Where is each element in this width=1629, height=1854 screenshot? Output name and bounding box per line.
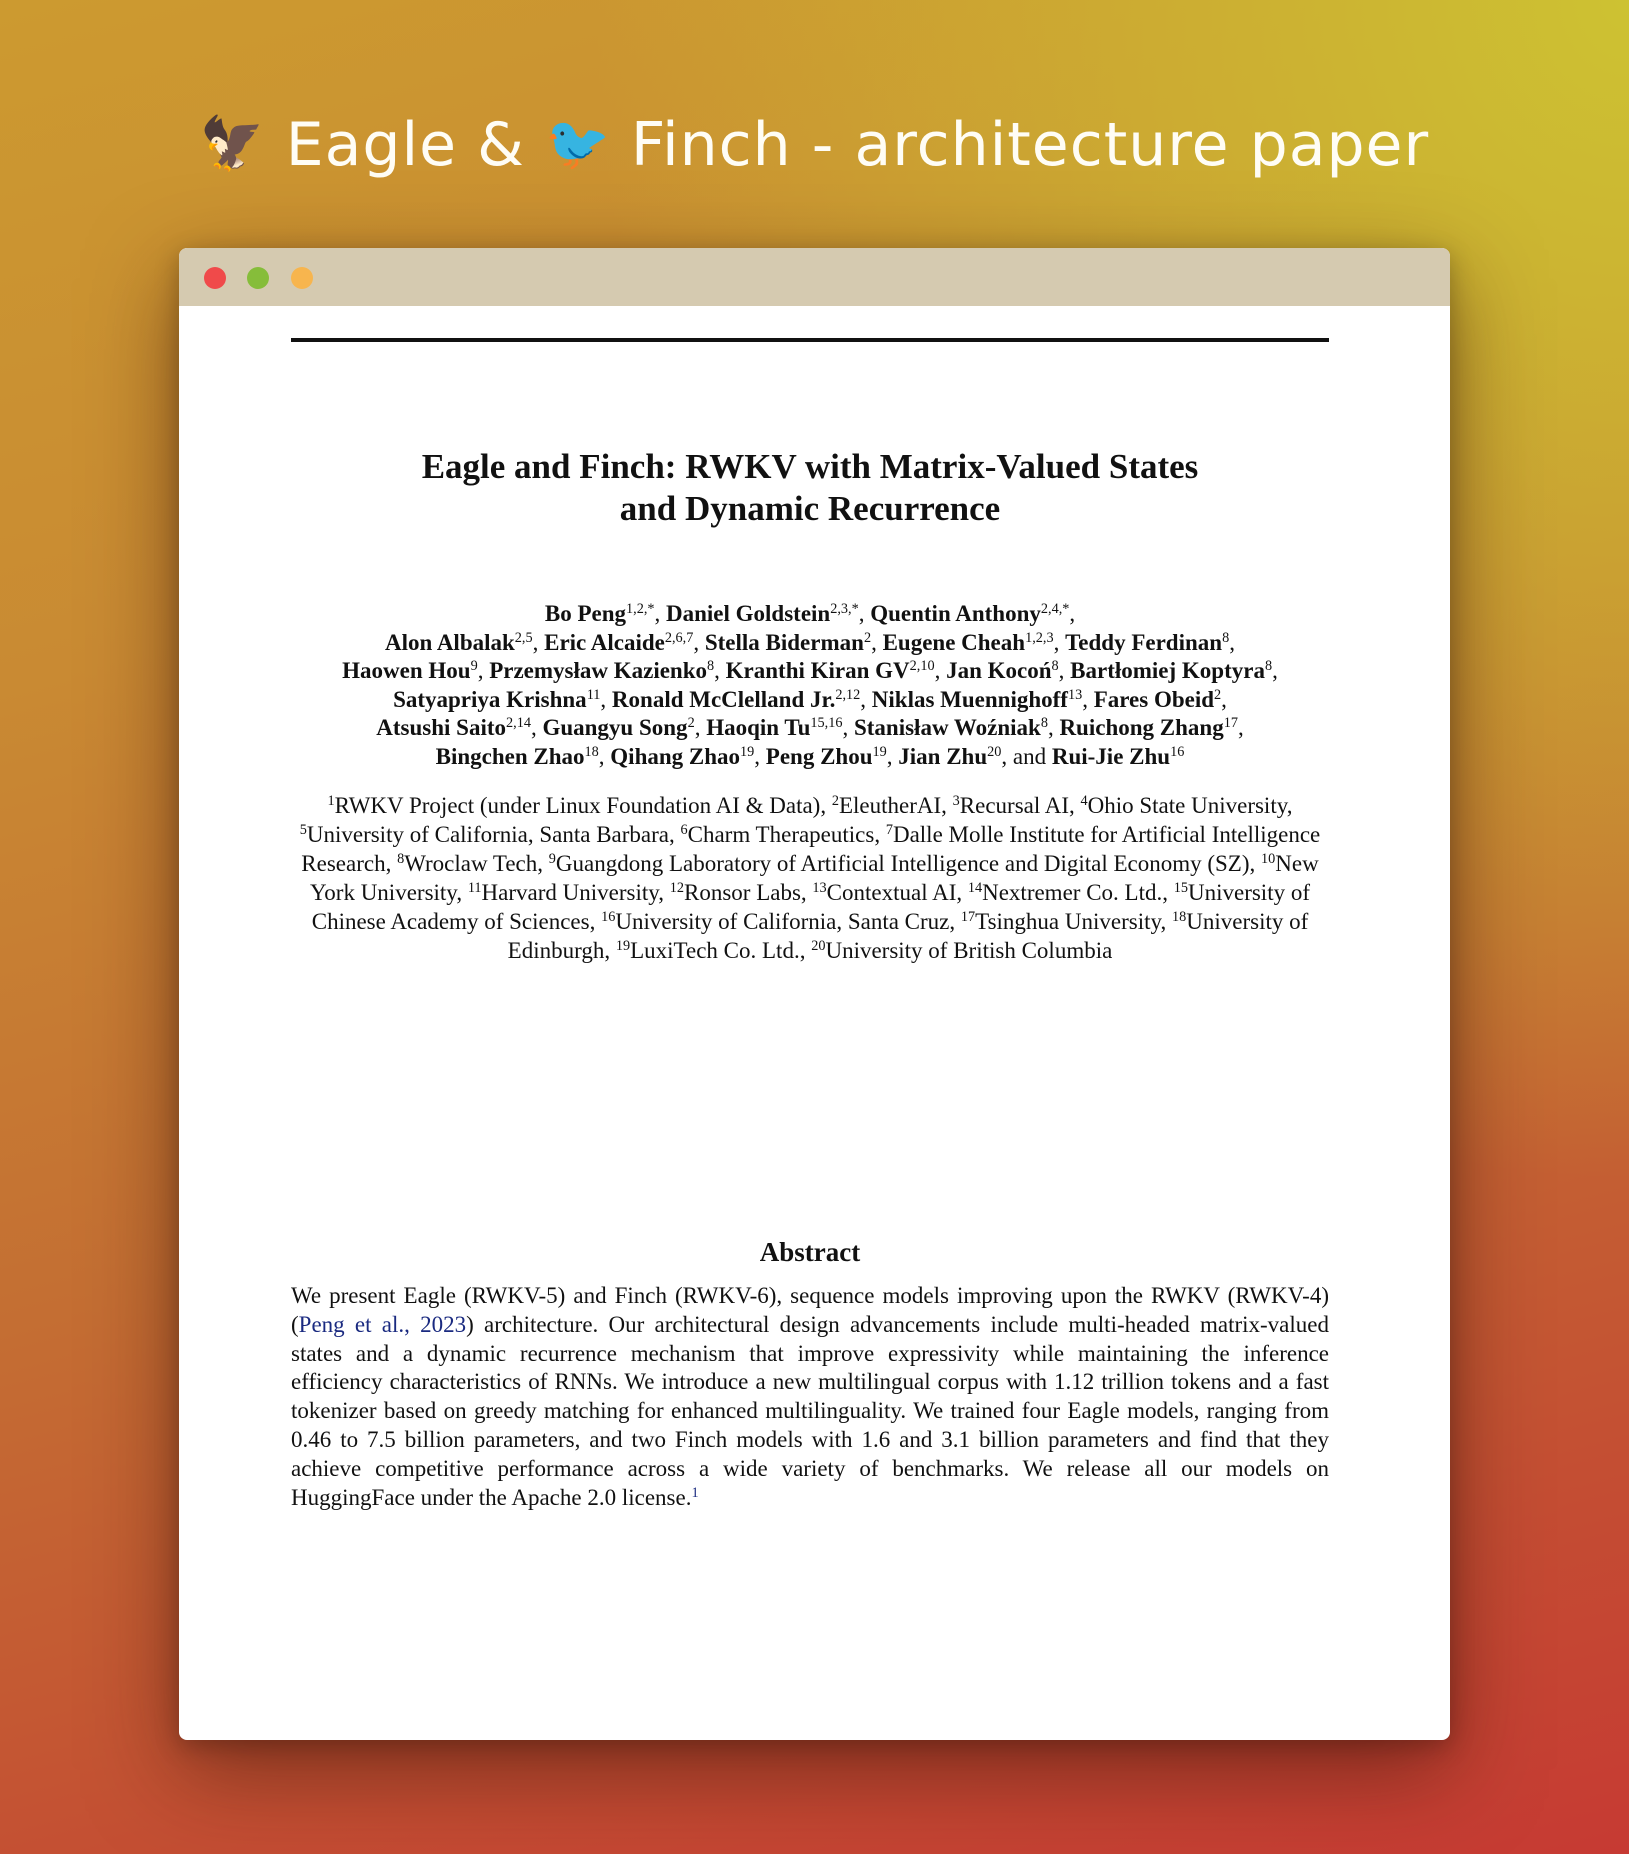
author-separator: ,: [714, 658, 726, 683]
author-name: Haowen Hou: [342, 658, 471, 683]
author-affiliation-marker: 2: [1214, 686, 1222, 703]
author-affiliation-marker: 1,2,*: [626, 601, 655, 617]
affiliation-name: RWKV Project (under Linux Foundation AI & Data): [334, 793, 821, 818]
author-separator: ,: [1229, 629, 1235, 655]
author-name: Bo Peng: [544, 601, 626, 626]
paper-title: [291, 446, 1329, 530]
author-affiliation-marker: 11: [586, 686, 601, 703]
author-separator: ,: [871, 629, 883, 655]
author-separator: ,: [532, 629, 545, 655]
author-affiliation-marker: 2,14: [506, 715, 531, 731]
affiliation-item: [961, 909, 1161, 934]
abstract-heading: Abstract: [759, 1237, 861, 1267]
author-separator: ,: [934, 658, 947, 683]
affiliation-item: [832, 793, 941, 818]
author-separator: ,: [1221, 686, 1227, 712]
author-name: Stanisław Woźniak: [853, 715, 1041, 740]
affiliation-name: University of California, Santa Cruz: [615, 909, 950, 934]
author-separator: ,: [693, 629, 705, 655]
author-affiliation-marker: 8: [1222, 629, 1230, 646]
author-separator: ,: [530, 715, 543, 740]
affiliation-name: Tsinghua University: [975, 909, 1161, 934]
affiliation-number: 18: [1172, 909, 1187, 925]
author-separator: ,: [600, 686, 612, 712]
author-separator: ,: [1047, 715, 1060, 740]
author-conjunction: and: [1012, 743, 1052, 769]
author-affiliation-marker: 16: [1170, 743, 1185, 760]
banner-text-eagle: Eagle &: [285, 110, 525, 180]
affiliation-number: 16: [601, 909, 616, 925]
affiliation-name: University of California, Santa Barbara: [306, 822, 669, 847]
author-affiliation-marker: 2,12: [835, 686, 861, 703]
affiliation-name: LuxiTech Co. Ltd.: [630, 938, 800, 963]
affiliation-number: 8: [397, 851, 405, 867]
author-separator: ,: [1237, 715, 1244, 740]
affiliation-number: 20: [811, 938, 826, 954]
affiliation-name: University of Chinese Academy of Sciences: [311, 880, 1310, 934]
author-name: Teddy Ferdinan: [1065, 629, 1223, 655]
author-name: Qihang Zhao: [610, 743, 741, 769]
author-name: Niklas Muennighoff: [871, 686, 1068, 712]
author-separator: ,: [694, 715, 707, 740]
affiliation-name: Wroclaw Tech: [404, 851, 538, 876]
affiliation-item: [549, 851, 1250, 876]
affiliation-item: [300, 822, 669, 847]
affiliation-number: 4: [1080, 793, 1088, 809]
affiliation-name: EleutherAI: [838, 793, 942, 818]
affiliation-number: 10: [1261, 851, 1276, 867]
author-name: Haoqin Tu: [706, 715, 811, 740]
affiliation-number: 17: [960, 909, 976, 925]
author-line: [291, 657, 1329, 686]
affiliation-item: [397, 851, 537, 876]
author-separator: ,: [1001, 743, 1013, 769]
affiliation-number: 12: [669, 880, 684, 896]
author-affiliation-marker: 20: [987, 743, 1002, 760]
author-separator: ,: [886, 743, 899, 769]
author-separator: ,: [477, 658, 490, 683]
author-name: Eric Alcaide: [544, 629, 665, 655]
author-name: Przemysław Kazienko: [489, 658, 708, 683]
paper-title-line-2: and Dynamic Recurrence: [619, 489, 1001, 528]
affiliation-number: 6: [680, 822, 688, 838]
author-name: Bartłomiej Koptyra: [1070, 658, 1265, 683]
affiliation-number: 7: [885, 822, 893, 838]
author-name: Peng Zhou: [765, 743, 873, 769]
author-name: Bingchen Zhao: [435, 743, 585, 769]
affiliation-item: [616, 938, 800, 963]
author-line: [291, 600, 1329, 629]
affiliation-name: Harvard University: [481, 880, 659, 905]
abstract-part-2: ) architecture. Our architectural design advancements include multi-headed matrix-valued states and a dynamic recurrence mechanism that improve expressivity while maintaining the inference efficiency characteristics of RNNs. We introduce a new multilingual corpus with 1.12 trillion tokens and a fast tokenizer based on greedy matching for enhanced multilinguality. We trained four Eagle models, ranging from 0.46 to 7.5 billion parameters, and two Finch models with 1.6 and 3.1 billion parameters and find that they achieve competitive performance across a wide variety of benchmarks. We release all our models on HuggingFace under the Apache 2.0 license.: [291, 1311, 1329, 1510]
author-name: Fares Obeid: [1093, 686, 1215, 712]
affiliation-item: [812, 880, 956, 905]
affiliation-name: Contextual AI: [826, 880, 957, 905]
author-line: [291, 629, 1329, 658]
affiliation-name: Charm Therapeutics: [687, 822, 875, 847]
zoom-button[interactable]: [291, 267, 313, 289]
author-list: [291, 600, 1329, 771]
author-separator: ,: [598, 743, 611, 769]
affiliation-name: University of Edinburgh: [507, 909, 1309, 963]
paper-title-line-1: Eagle and Finch: RWKV with Matrix-Valued States: [421, 447, 1199, 486]
author-name: Atsushi Saito: [376, 715, 507, 740]
affiliation-item: [328, 793, 821, 818]
author-name: Jian Zhu: [898, 743, 988, 769]
banner-text-finch: Finch - architecture paper: [630, 110, 1430, 180]
document-window: [179, 248, 1450, 1740]
author-affiliation-marker: 2,3,*: [830, 601, 859, 617]
author-affiliation-marker: 19: [740, 743, 755, 760]
paper-page: [291, 306, 1329, 1512]
affiliation-name: Nextremer Co. Ltd.: [982, 880, 1163, 905]
author-affiliation-marker: 2,5: [514, 629, 533, 646]
author-separator: ,: [1082, 686, 1094, 712]
affiliation-name: Dalle Molle Institute for Artificial Intelligence Research: [301, 822, 1321, 876]
author-name: Daniel Goldstein: [666, 601, 831, 626]
affiliation-number: 9: [548, 851, 556, 867]
affiliation-name: Guangdong Laboratory of Artificial Intelligence and Digital Economy (SZ): [555, 851, 1250, 876]
author-name: Jan Kocoń: [946, 658, 1052, 683]
author-name: Ruichong Zhang: [1059, 715, 1224, 740]
author-affiliation-marker: 8: [1040, 715, 1048, 731]
affiliation-name: Ronsor Labs: [684, 880, 801, 905]
author-name: Guangyu Song: [542, 715, 688, 740]
affiliation-item: [811, 938, 1112, 963]
affiliation-number: 3: [952, 793, 960, 809]
author-affiliation-marker: 2,10: [909, 658, 935, 674]
author-name: Alon Albalak: [385, 629, 515, 655]
minimize-button[interactable]: [247, 267, 269, 289]
affiliation-number: 14: [967, 880, 983, 896]
close-button[interactable]: [204, 267, 226, 289]
author-name: Ronald McClelland Jr.: [611, 686, 836, 712]
author-name: Eugene Cheah: [882, 629, 1026, 655]
affiliation-item: [670, 880, 801, 905]
author-line: [291, 743, 1329, 772]
author-separator: ,: [1058, 658, 1071, 683]
author-name: Kranthi Kiran GV: [725, 658, 910, 683]
author-affiliation-marker: 15,16: [810, 715, 843, 731]
affiliation-name: University of British Columbia: [825, 938, 1113, 963]
author-name: Quentin Anthony: [870, 601, 1041, 626]
affiliation-item: [968, 880, 1162, 905]
author-separator: ,: [860, 686, 872, 712]
title-rule: [291, 338, 1329, 342]
author-affiliation-marker: 8: [707, 658, 715, 674]
finch-icon: 🐦: [545, 114, 611, 174]
affiliation-list: $^1$RWKV Project (under Linux Foundation AI & Data), $^2$EleutherAI, $^3$Recursal AI, $^4$Ohio State University, $^5$University of California, Santa Barbara, $^6$Charm Therapeutics, $^7$Dalle Molle Institute for Artificial Intelligence Research, $^8$Wroclaw Tech, $^9$Guangdong Laboratory of Artificial Intelligence and Digital Economy (SZ), $^{10}$New York University, $^{11}$Harvard University, $^{12}$Ronsor Labs, $^{13}$Contextual AI, $^{14}$Nextremer Co. Ltd., $^{15}$University of Chinese Academy of Sciences, $^{16}$University of California, Santa Cruz, $^{17}$Tsinghua University, $^{18}$University of Edinburgh, $^{19}$LuxiTech Co. Ltd., $^{20}$University of British Columbia: [299, 793, 1321, 963]
affiliation-item: [681, 822, 875, 847]
footnote-marker[interactable]: 1: [691, 1484, 699, 1501]
affiliation-name: New York University: [309, 851, 1319, 905]
author-name: Satyapriya Krishna: [393, 686, 587, 712]
author-separator: ,: [654, 601, 666, 626]
affiliation-number: 13: [812, 880, 827, 896]
affiliation-name: Ohio State University: [1087, 793, 1287, 818]
author-line: [291, 714, 1329, 743]
citation-link[interactable]: Peng et al., 2023: [298, 1311, 467, 1337]
author-affiliation-marker: 2,6,7: [664, 629, 694, 646]
author-name: Rui-Jie Zhu: [1051, 743, 1171, 769]
author-separator: ,: [858, 601, 871, 626]
affiliation-number: 2: [831, 793, 839, 809]
affiliation-number: 5: [299, 822, 307, 838]
abstract-text: [291, 1282, 1329, 1512]
author-affiliation-marker: 2: [687, 715, 695, 731]
banner-title: [0, 110, 1629, 180]
eagle-icon: 🦅: [199, 114, 266, 174]
window-titlebar: [179, 248, 1450, 306]
affiliation-item: [468, 880, 658, 905]
affiliation-item: [601, 909, 949, 934]
author-separator: ,: [1069, 601, 1076, 626]
author-name: Stella Biderman: [704, 629, 864, 655]
affiliation-number: 15: [1173, 880, 1188, 896]
author-separator: ,: [842, 715, 854, 740]
affiliation-number: 1: [327, 793, 335, 809]
author-separator: ,: [1272, 658, 1278, 683]
author-affiliation-marker: 13: [1067, 686, 1083, 703]
author-affiliation-marker: 1,2,3: [1025, 629, 1054, 646]
abstract-part-1: We present Eagle (RWKV-5) and Finch (RWKV-6), sequence models improving upon the RWKV (RWKV-4) (: [291, 1283, 1329, 1337]
affiliation-number: 11: [467, 880, 482, 896]
author-affiliation-marker: 18: [584, 743, 599, 760]
author-separator: ,: [754, 743, 766, 769]
author-affiliation-marker: 19: [872, 743, 887, 760]
affiliation-item: [1081, 793, 1287, 818]
author-affiliation-marker: 8: [1264, 658, 1273, 674]
author-affiliation-marker: 2: [863, 629, 872, 646]
author-affiliation-marker: 9: [470, 658, 478, 674]
author-affiliation-marker: 8: [1051, 658, 1059, 674]
affiliation-item: [953, 793, 1069, 818]
author-affiliation-marker: 2,4,*: [1040, 601, 1070, 617]
author-line: [291, 686, 1329, 715]
affiliation-name: Recursal AI: [959, 793, 1069, 818]
author-affiliation-marker: 17: [1223, 715, 1238, 731]
author-separator: ,: [1053, 629, 1066, 655]
affiliation-number: 19: [615, 938, 631, 954]
